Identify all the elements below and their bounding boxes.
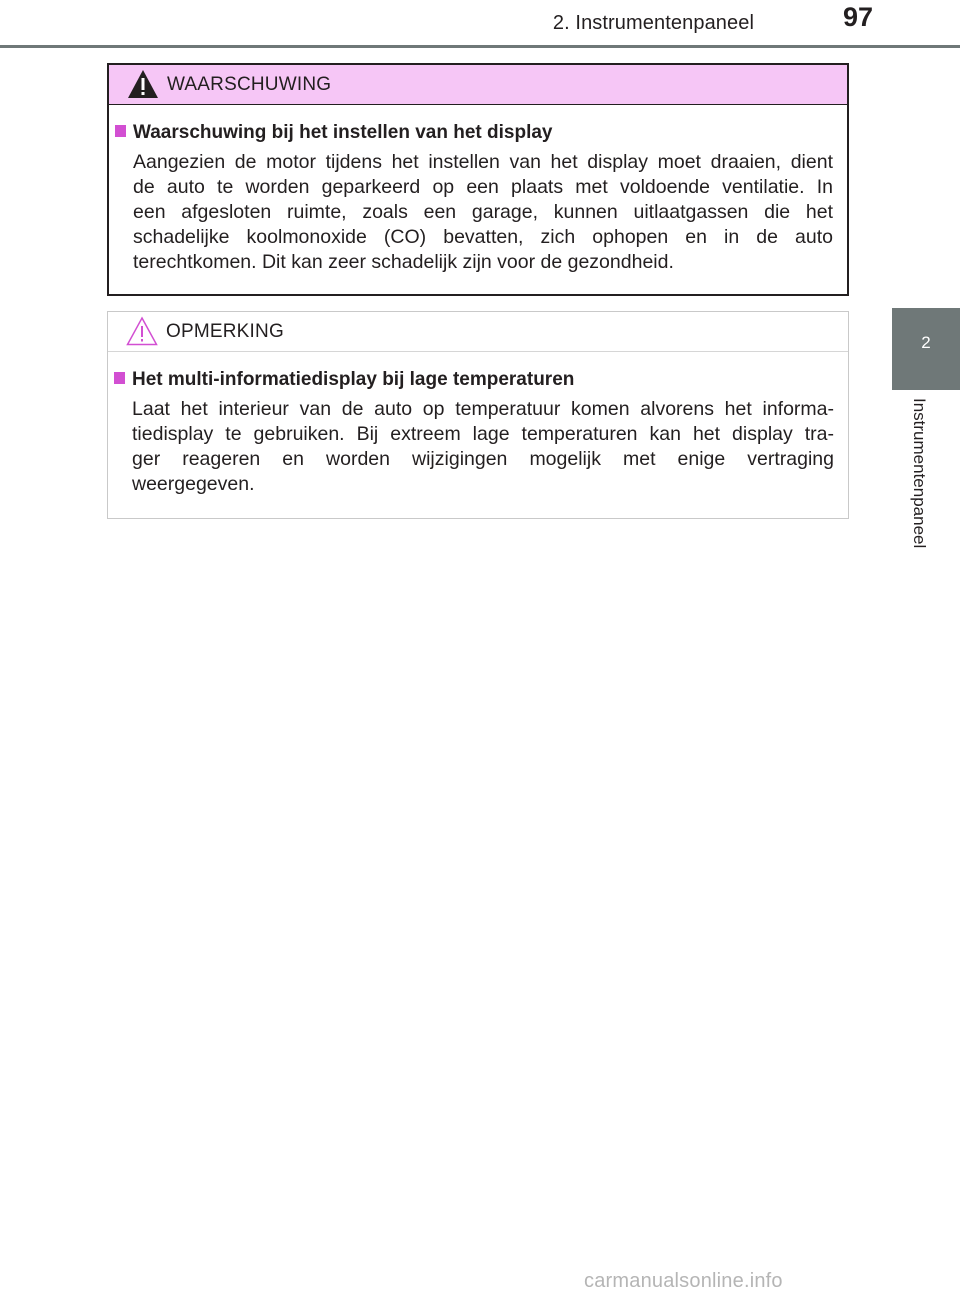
text-line: tiedisplay te gebruiken. Bij extreem lage temperaturen kan het display tra- [132, 423, 834, 445]
warning-triangle-icon [127, 69, 159, 99]
bullet-square-icon [114, 372, 125, 384]
text-line: Aangezien de motor tijdens het instellen van het display moet draaien, dient [133, 151, 833, 173]
warning-heading-text: Waarschuwing bij het instellen van het display [133, 122, 553, 143]
text-line: weergegeven. [132, 473, 255, 495]
notice-heading [114, 369, 574, 391]
text-line: een afgesloten ruimte, zoals een garage, kunnen uitlaatgassen die het [133, 201, 833, 223]
warning-header [109, 65, 847, 105]
chapter-label-text: Instrumentenpaneel [910, 398, 929, 549]
text-line: schadelijke koolmonoxide (CO) bevatten, zich ophopen en in de auto [133, 226, 833, 248]
notice-header [108, 312, 848, 352]
section-title: 2. Instrumentenpaneel [552, 12, 754, 34]
page-number: 97 [843, 2, 874, 32]
chapter-tab [892, 308, 960, 390]
text-line: Laat het interieur van de auto op temperatuur komen alvorens het informa- [132, 398, 834, 420]
watermark: carmanualsonline.info [584, 1270, 783, 1292]
warning-box [107, 63, 849, 296]
text-line: de auto te worden geparkeerd op een plaats met voldoende ventilatie. In [133, 176, 833, 198]
text-line: terechtkomen. Dit kan zeer schadelijk zijn voor de gezondheid. [133, 251, 674, 273]
chapter-number: 2 [921, 333, 931, 352]
warning-title: WAARSCHUWING [167, 74, 332, 95]
notice-box [107, 311, 849, 519]
notice-title: OPMERKING [166, 321, 284, 342]
chapter-label [909, 398, 929, 578]
notice-paragraph [132, 397, 834, 497]
warning-paragraph [133, 150, 833, 275]
bullet-square-icon [115, 125, 126, 137]
text-line: ger reageren en worden wijzigingen mogelijk met enige vertraging [132, 448, 834, 470]
warning-heading [115, 122, 553, 144]
notice-heading-text: Het multi-informatiedisplay bij lage temperaturen [132, 369, 575, 390]
header-rule [0, 45, 960, 48]
caution-triangle-icon [126, 316, 158, 346]
